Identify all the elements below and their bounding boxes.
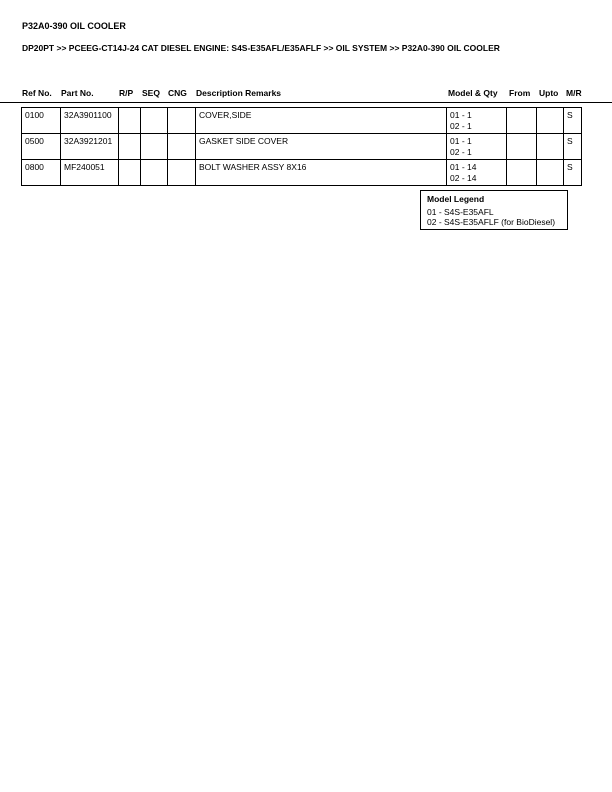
- model-qty-1: 01 - 1: [450, 136, 472, 146]
- cell-upto: [537, 160, 564, 186]
- header-divider: [0, 102, 612, 103]
- cell-seq: [141, 160, 168, 186]
- legend-item: 02 - S4S-E35AFLF (for BioDiesel): [427, 217, 556, 227]
- cell-desc: GASKET SIDE COVER: [196, 134, 447, 160]
- col-header-seq: SEQ: [142, 88, 160, 98]
- cell-desc: BOLT WASHER ASSY 8X16: [196, 160, 447, 186]
- cell-seq: [141, 108, 168, 134]
- col-header-upto: Upto: [539, 88, 559, 98]
- parts-table: [21, 107, 582, 186]
- col-header-from: From: [509, 88, 531, 98]
- table-row: [22, 160, 582, 186]
- table-row: [22, 108, 582, 134]
- model-legend: [420, 190, 568, 230]
- col-header-rp: R/P: [119, 88, 134, 98]
- cell-from: [507, 160, 537, 186]
- table-header: [0, 87, 612, 103]
- model-qty-2: 02 - 1: [450, 147, 472, 157]
- legend-title: Model Legend: [427, 194, 485, 204]
- legend-item: 01 - S4S-E35AFL: [427, 207, 494, 217]
- cell-cng: [168, 108, 196, 134]
- cell-seq: [141, 134, 168, 160]
- cell-upto: [537, 134, 564, 160]
- cell-model: [447, 160, 507, 186]
- cell-part: 32A3921201: [61, 134, 119, 160]
- col-header-ref: Ref No.: [22, 88, 52, 98]
- cell-upto: [537, 108, 564, 134]
- cell-from: [507, 108, 537, 134]
- col-header-cng: CNG: [168, 88, 187, 98]
- cell-part: MF240051: [61, 160, 119, 186]
- cell-ref: 0500: [22, 134, 61, 160]
- cell-rp: [119, 160, 141, 186]
- model-qty-2: 02 - 1: [450, 121, 472, 131]
- cell-part: 32A3901100: [61, 108, 119, 134]
- cell-model: [447, 134, 507, 160]
- cell-from: [507, 134, 537, 160]
- cell-mr: S: [564, 160, 582, 186]
- cell-rp: [119, 108, 141, 134]
- model-qty-2: 02 - 14: [450, 173, 477, 183]
- col-header-part: Part No.: [61, 88, 94, 98]
- cell-cng: [168, 134, 196, 160]
- col-header-mr: M/R: [566, 88, 582, 98]
- col-header-desc: Description Remarks: [196, 88, 282, 98]
- col-header-model: Model & Qty: [448, 88, 498, 98]
- cell-ref: 0100: [22, 108, 61, 134]
- cell-model: [447, 108, 507, 134]
- cell-mr: S: [564, 134, 582, 160]
- cell-desc: COVER,SIDE: [196, 108, 447, 134]
- cell-mr: S: [564, 108, 582, 134]
- table-row: [22, 134, 582, 160]
- cell-rp: [119, 134, 141, 160]
- model-qty-1: 01 - 1: [450, 110, 472, 120]
- cell-cng: [168, 160, 196, 186]
- breadcrumb: DP20PT >> PCEEG-CT14J-24 CAT DIESEL ENGINE: S4S-E35AFL/E35AFLF >> OIL SYSTEM >> P32A0-390 OIL COOLER: [22, 43, 500, 53]
- cell-ref: 0800: [22, 160, 61, 186]
- page-title: P32A0-390 OIL COOLER: [22, 21, 126, 31]
- model-qty-1: 01 - 14: [450, 162, 477, 172]
